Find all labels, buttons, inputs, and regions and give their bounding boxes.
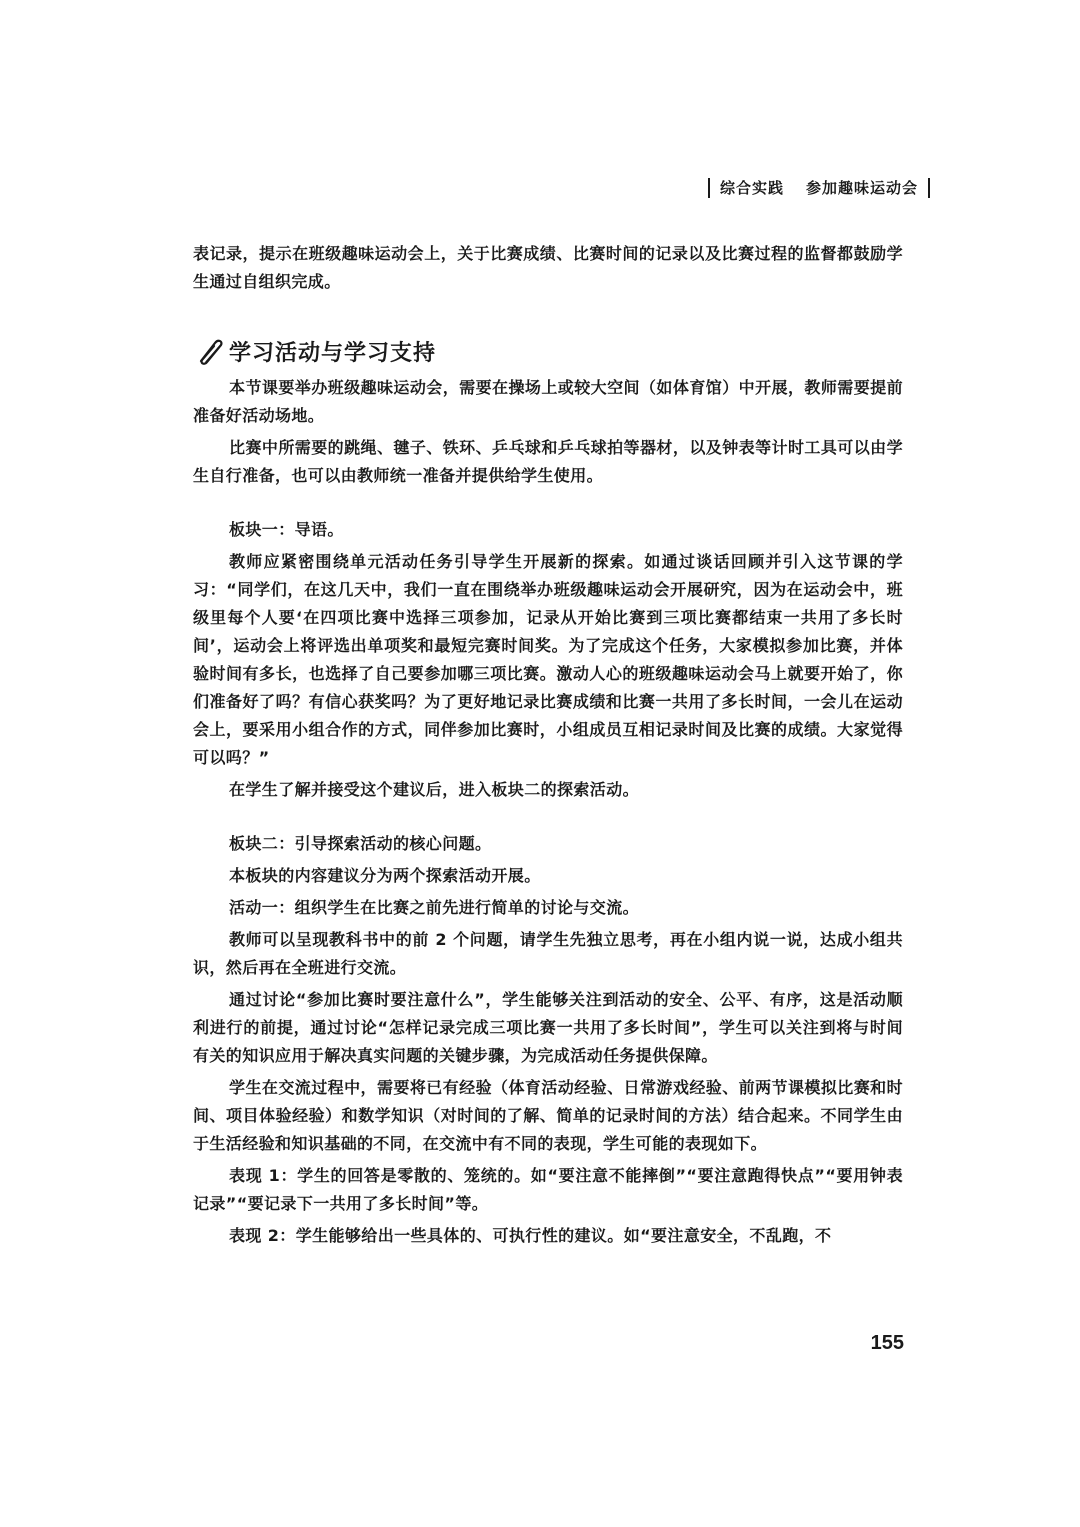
section-title: 学习活动与学习支持	[229, 340, 437, 366]
block2-paragraph: 表现 2：学生能够给出一些具体的、可执行性的建议。如“要注意安全，不乱跑，不	[229, 1226, 832, 1245]
paperclip-icon	[193, 335, 229, 367]
section-heading	[193, 334, 903, 368]
activity-one-heading: 活动一：组织学生在比赛之前先进行简单的讨论与交流。	[229, 898, 640, 917]
block1-title: 板块一：导语。	[229, 520, 344, 539]
header-left-rule	[708, 178, 710, 198]
block2-paragraph: 教师可以呈现教科书中的前 2 个问题，请学生先独立思考，再在小组内说一说，达成小组共识，然后再在全班进行交流。	[193, 930, 903, 977]
section-paragraph: 比赛中所需要的跳绳、毽子、铁环、乒乓球和乒乓球拍等器材，以及钟表等计时工具可以由学生自行准备，也可以由教师统一准备并提供给学生使用。	[193, 438, 903, 485]
block2-paragraph: 学生在交流过程中，需要将已有经验（体育活动经验、日常游戏经验、前两节课模拟比赛和时间、项目体验经验）和数学知识（对时间的了解、简单的记录时间的方法）结合起来。不同学生由于生活经验和知识基础的不同，在交流中有不同的表现，学生可能的表现如下。	[193, 1078, 903, 1153]
block1-paragraph: 教师应紧密围绕单元活动任务引导学生开展新的探索。如通过谈话回顾并引入这节课的学习：“同学们，在这几天中，我们一直在围绕举办班级趣味运动会开展研究，因为在运动会中，班级里每个人要‘在四项比赛中选择三项参加，记录从开始比赛到三项比赛都结束一共用了多长时间’，运动会上将评选出单项奖和最短完赛时间奖。为了完成这个任务，大家模拟参加比赛，并体验时间有多长，也选择了自己要参加哪三项比赛。激动人心的班级趣味运动会马上就要开始了，你们准备好了吗？有信心获奖吗？为了更好地记录比赛成绩和比赛一共用了多长时间，一会儿在运动会上，要采用小组合作的方式，同伴参加比赛时，小组成员互相记录时间及比赛的成绩。大家觉得可以吗？”	[193, 552, 903, 767]
section-paragraph: 本节课要举办班级趣味运动会，需要在操场上或较大空间（如体育馆）中开展，教师需要提前准备好活动场地。	[193, 378, 903, 425]
header-topic-label: 参加趣味运动会	[805, 179, 918, 197]
intro-paragraph: 表记录，提示在班级趣味运动会上，关于比赛成绩、比赛时间的记录以及比赛过程的监督都鼓励学生通过自组织完成。	[193, 244, 903, 291]
running-header	[698, 177, 940, 198]
block2-paragraph: 本板块的内容建议分为两个探索活动开展。	[229, 866, 541, 885]
block2-paragraph: 通过讨论“参加比赛时要注意什么”，学生能够关注到活动的安全、公平、有序，这是活动顺利进行的前提，通过讨论“怎样记录完成三项比赛一共用了多长时间”，学生可以关注到将与时间有关的知识应用于解决真实问题的关键步骤，为完成活动任务提供保障。	[193, 990, 903, 1065]
block2-paragraph: 表现 1：学生的回答是零散的、笼统的。如“要注意不能摔倒”“要注意跑得快点”“要用钟表记录”“要记录下一共用了多长时间”等。	[193, 1166, 903, 1213]
block1-paragraph: 在学生了解并接受这个建议后，进入板块二的探索活动。	[229, 780, 640, 799]
page-body	[193, 240, 903, 1250]
header-section-label: 综合实践	[719, 179, 784, 197]
block2-title: 板块二：引导探索活动的核心问题。	[229, 834, 492, 853]
page-number: 155	[870, 1332, 904, 1354]
header-right-rule	[928, 178, 930, 198]
